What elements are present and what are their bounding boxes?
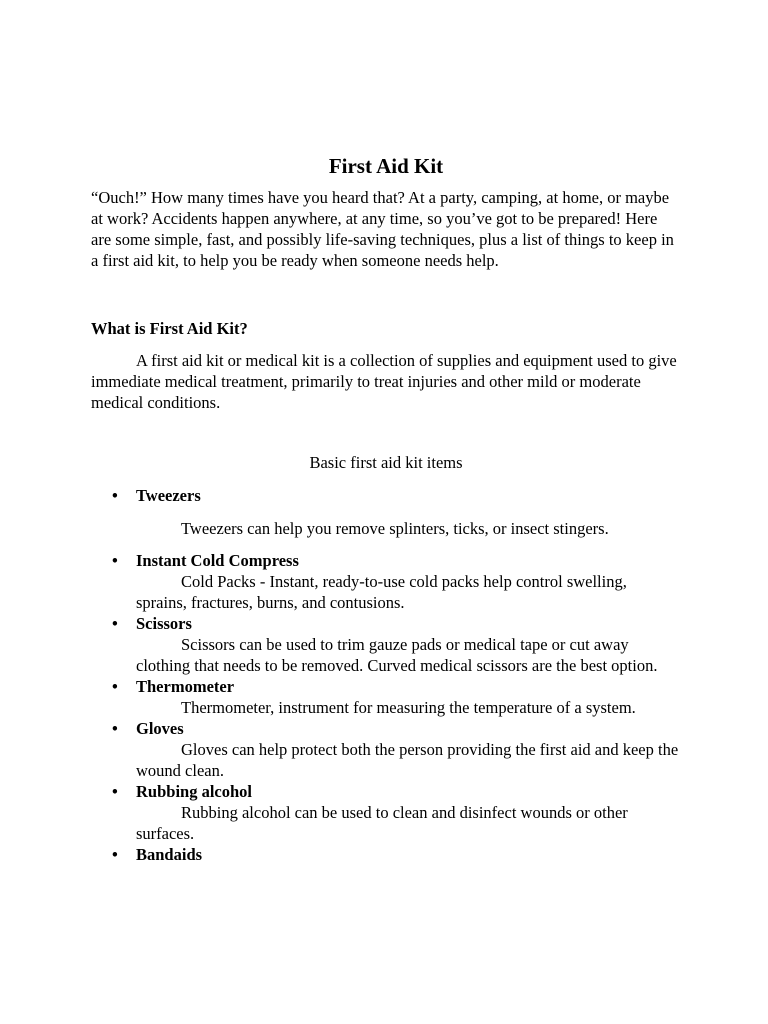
items-caption: Basic first aid kit items xyxy=(309,453,463,472)
list-item xyxy=(91,718,681,781)
item-name: Tweezers xyxy=(136,486,201,505)
item-description: Cold Packs - Instant, ready-to-use cold packs help control swelling, sprains, fractures, burns, and contusions. xyxy=(136,572,627,612)
item-name: Bandaids xyxy=(136,845,203,864)
bullet-glyph: • xyxy=(112,551,118,570)
document-title: First Aid Kit xyxy=(328,154,444,178)
item-description: Tweezers can help you remove splinters, ticks, or insect stingers. xyxy=(181,519,609,538)
bullet-glyph: • xyxy=(112,486,118,505)
bullet-glyph: • xyxy=(112,677,118,696)
bullet-glyph: • xyxy=(112,845,118,864)
item-name: Instant Cold Compress xyxy=(136,551,299,570)
item-name: Scissors xyxy=(136,614,192,633)
document-page xyxy=(91,152,681,865)
list-item xyxy=(91,781,681,844)
list-item xyxy=(91,676,681,718)
item-name: Thermometer xyxy=(136,677,235,696)
intro-paragraph: “Ouch!” How many times have you heard that? At a party, camping, at home, or maybe at work? Accidents happen anywhere, at any time, so you’ve got to be prepared! Here are some simple, fast, and possibly life-saving techniques, plus a list of things to keep in a first aid kit, to help you be ready when someone needs help. xyxy=(91,188,674,270)
bullet-glyph: • xyxy=(112,719,118,738)
list-item xyxy=(91,550,681,613)
section-heading: What is First Aid Kit? xyxy=(91,319,248,338)
item-description: Rubbing alcohol can be used to clean and disinfect wounds or other surfaces. xyxy=(136,803,628,843)
list-item xyxy=(91,485,681,539)
item-name: Gloves xyxy=(136,719,184,738)
list-item xyxy=(91,844,681,865)
item-description: Gloves can help protect both the person providing the first aid and keep the wound clean. xyxy=(136,740,679,780)
bullet-glyph: • xyxy=(112,782,118,801)
kit-items-list xyxy=(91,485,681,865)
item-description: Thermometer, instrument for measuring the temperature of a system. xyxy=(181,698,636,717)
bullet-glyph: • xyxy=(112,614,118,633)
item-description: Scissors can be used to trim gauze pads or medical tape or cut away clothing that needs to be removed. Curved medical scissors are the best option. xyxy=(136,635,658,675)
definition-paragraph: A first aid kit or medical kit is a collection of supplies and equipment used to give immediate medical treatment, primarily to treat injuries and other mild or moderate medical conditions. xyxy=(91,351,677,412)
list-item xyxy=(91,613,681,676)
item-name: Rubbing alcohol xyxy=(136,782,252,801)
